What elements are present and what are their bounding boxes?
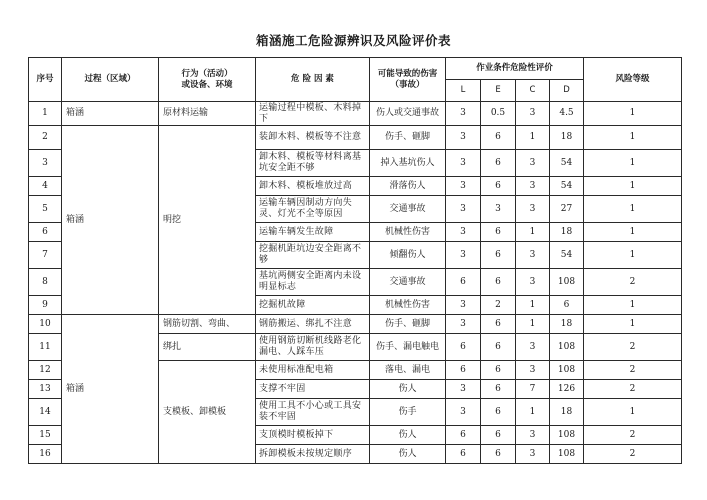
cell-injury: 机械性伤害 <box>370 296 446 315</box>
cell-level: 1 <box>584 102 682 126</box>
cell-L: 3 <box>446 126 481 150</box>
cell-L: 3 <box>446 315 481 334</box>
cell-no: 8 <box>29 269 62 296</box>
cell-injury: 滑落伤人 <box>370 177 446 196</box>
cell-D: 18 <box>550 399 584 426</box>
cell-no: 14 <box>29 399 62 426</box>
cell-hazard: 使用钢筋切断机线路老化漏电、人踩车压 <box>256 334 370 361</box>
cell-E: 6 <box>481 361 516 380</box>
cell-D: 54 <box>550 242 584 269</box>
cell-E: 6 <box>481 334 516 361</box>
cell-hazard: 未使用标准配电箱 <box>256 361 370 380</box>
cell-E: 6 <box>481 242 516 269</box>
cell-no: 3 <box>29 150 62 177</box>
cell-L: 3 <box>446 399 481 426</box>
cell-hazard: 拆卸模板未按规定顺序 <box>256 445 370 464</box>
cell-D: 6 <box>550 296 584 315</box>
header-level: 风险等级 <box>584 58 682 102</box>
cell-E: 2 <box>481 296 516 315</box>
cell-no: 11 <box>29 334 62 361</box>
header-accident-line2: （事故） <box>390 79 425 90</box>
cell-D: 18 <box>550 126 584 150</box>
cell-injury: 伤手、漏电触电 <box>370 334 446 361</box>
cell-hazard: 支顶模时模板掉下 <box>256 426 370 445</box>
cell-hazard: 卸木料、模板等材料离基坑安全距不够 <box>256 150 370 177</box>
cell-E: 6 <box>481 177 516 196</box>
cell-E: 6 <box>481 315 516 334</box>
cell-hazard: 运输过程中模板、木料掉下 <box>256 102 370 126</box>
cell-hazard: 基坑两侧安全距离内未设明显标志 <box>256 269 370 296</box>
cell-injury: 伤人 <box>370 380 446 399</box>
cell-level: 1 <box>584 315 682 334</box>
cell-L: 3 <box>446 223 481 242</box>
cell-hazard: 支撑不牢固 <box>256 380 370 399</box>
cell-injury: 伤人 <box>370 445 446 464</box>
cell-D: 4.5 <box>550 102 584 126</box>
cell-level: 1 <box>584 296 682 315</box>
cell-C: 7 <box>516 380 550 399</box>
cell-L: 6 <box>446 361 481 380</box>
cell-hazard: 钢筋搬运、绑扎不注意 <box>256 315 370 334</box>
cell-injury: 伤人 <box>370 426 446 445</box>
cell-C: 3 <box>516 269 550 296</box>
cell-L: 6 <box>446 334 481 361</box>
cell-D: 27 <box>550 196 584 223</box>
cell-hazard: 使用工具不小心或工具安装不牢固 <box>256 399 370 426</box>
cell-L: 3 <box>446 150 481 177</box>
cell-level: 2 <box>584 445 682 464</box>
cell-L: 3 <box>446 102 481 126</box>
cell-hazard: 运输车辆因制动方向失灵、灯光不全等原因 <box>256 196 370 223</box>
header-process: 过程（区域） <box>62 58 159 102</box>
cell-activity: 绑扎 <box>159 334 256 361</box>
cell-C: 3 <box>516 334 550 361</box>
cell-E: 6 <box>481 380 516 399</box>
cell-level: 1 <box>584 223 682 242</box>
cell-level: 1 <box>584 150 682 177</box>
cell-process: 箱涵 <box>62 315 159 464</box>
cell-level: 2 <box>584 380 682 399</box>
cell-activity: 钢筋切割、弯曲、 <box>159 315 256 334</box>
cell-E: 3 <box>481 196 516 223</box>
cell-hazard: 运输车辆发生故障 <box>256 223 370 242</box>
cell-D: 54 <box>550 177 584 196</box>
cell-E: 6 <box>481 126 516 150</box>
cell-C: 1 <box>516 399 550 426</box>
cell-C: 3 <box>516 102 550 126</box>
table-row <box>29 126 682 150</box>
cell-L: 6 <box>446 426 481 445</box>
cell-C: 1 <box>516 126 550 150</box>
cell-activity: 原材料运输 <box>159 102 256 126</box>
cell-D: 108 <box>550 445 584 464</box>
cell-C: 3 <box>516 445 550 464</box>
cell-D: 108 <box>550 426 584 445</box>
cell-C: 3 <box>516 150 550 177</box>
header-activity-line1: 行为（活动） <box>181 68 233 79</box>
cell-level: 1 <box>584 177 682 196</box>
cell-injury: 伤手、砸脚 <box>370 126 446 150</box>
cell-D: 108 <box>550 269 584 296</box>
cell-C: 1 <box>516 315 550 334</box>
cell-C: 3 <box>516 177 550 196</box>
table-row <box>29 102 682 126</box>
header-accident-line1: 可能导致的伤害 <box>377 68 438 79</box>
cell-E: 6 <box>481 399 516 426</box>
risk-assessment-table <box>28 57 682 464</box>
header-E: E <box>481 80 516 102</box>
cell-D: 54 <box>550 150 584 177</box>
cell-no: 2 <box>29 126 62 150</box>
header-activity <box>159 58 256 102</box>
cell-activity: 明挖 <box>159 126 256 315</box>
cell-L: 3 <box>446 296 481 315</box>
cell-level: 2 <box>584 334 682 361</box>
header-C: C <box>516 80 550 102</box>
cell-L: 6 <box>446 445 481 464</box>
cell-E: 6 <box>481 269 516 296</box>
cell-C: 1 <box>516 296 550 315</box>
cell-level: 1 <box>584 126 682 150</box>
header-condition: 作业条件危险性评价 <box>446 58 584 80</box>
cell-D: 18 <box>550 315 584 334</box>
cell-L: 3 <box>446 380 481 399</box>
cell-injury: 伤人或交通事故 <box>370 102 446 126</box>
cell-L: 3 <box>446 242 481 269</box>
cell-no: 5 <box>29 196 62 223</box>
cell-level: 2 <box>584 361 682 380</box>
cell-E: 6 <box>481 445 516 464</box>
cell-level: 2 <box>584 269 682 296</box>
cell-no: 12 <box>29 361 62 380</box>
cell-injury: 交通事故 <box>370 196 446 223</box>
cell-injury: 伤手、砸脚 <box>370 315 446 334</box>
cell-L: 6 <box>446 269 481 296</box>
header-seq: 序号 <box>29 58 62 102</box>
cell-C: 3 <box>516 426 550 445</box>
cell-injury: 掉入基坑伤人 <box>370 150 446 177</box>
cell-no: 16 <box>29 445 62 464</box>
header-activity-line2: 或设备、环境 <box>181 79 233 90</box>
cell-hazard: 挖掘机距坑边安全距离不够 <box>256 242 370 269</box>
header-accident <box>370 58 446 102</box>
cell-injury: 倾翻伤人 <box>370 242 446 269</box>
cell-C: 3 <box>516 196 550 223</box>
cell-D: 108 <box>550 334 584 361</box>
header-hazard: 危 险 因 素 <box>256 58 370 102</box>
cell-injury: 伤手 <box>370 399 446 426</box>
table-row <box>29 315 682 334</box>
cell-injury: 交通事故 <box>370 269 446 296</box>
cell-level: 1 <box>584 399 682 426</box>
cell-no: 6 <box>29 223 62 242</box>
cell-level: 1 <box>584 196 682 223</box>
cell-E: 6 <box>481 150 516 177</box>
cell-hazard: 挖掘机故障 <box>256 296 370 315</box>
header-L: L <box>446 80 481 102</box>
cell-process: 箱涵 <box>62 102 159 126</box>
cell-E: 0.5 <box>481 102 516 126</box>
cell-no: 9 <box>29 296 62 315</box>
cell-D: 108 <box>550 361 584 380</box>
cell-no: 1 <box>29 102 62 126</box>
cell-no: 10 <box>29 315 62 334</box>
cell-process: 箱涵 <box>62 126 159 315</box>
cell-injury: 机械性伤害 <box>370 223 446 242</box>
cell-L: 3 <box>446 177 481 196</box>
cell-C: 3 <box>516 361 550 380</box>
cell-injury: 落电、漏电 <box>370 361 446 380</box>
cell-C: 1 <box>516 223 550 242</box>
cell-C: 3 <box>516 242 550 269</box>
page-title: 箱涵施工危险源辨识及风险评价表 <box>255 33 451 48</box>
cell-no: 13 <box>29 380 62 399</box>
cell-E: 6 <box>481 426 516 445</box>
cell-hazard: 卸木料、模板堆放过高 <box>256 177 370 196</box>
cell-level: 1 <box>584 242 682 269</box>
cell-level: 2 <box>584 426 682 445</box>
cell-hazard: 装卸木料、模板等不注意 <box>256 126 370 150</box>
cell-activity: 支模板、卸模板 <box>159 361 256 464</box>
header-D: D <box>550 80 584 102</box>
cell-no: 15 <box>29 426 62 445</box>
cell-no: 4 <box>29 177 62 196</box>
cell-D: 18 <box>550 223 584 242</box>
cell-no: 7 <box>29 242 62 269</box>
cell-L: 3 <box>446 196 481 223</box>
cell-D: 126 <box>550 380 584 399</box>
cell-E: 6 <box>481 223 516 242</box>
